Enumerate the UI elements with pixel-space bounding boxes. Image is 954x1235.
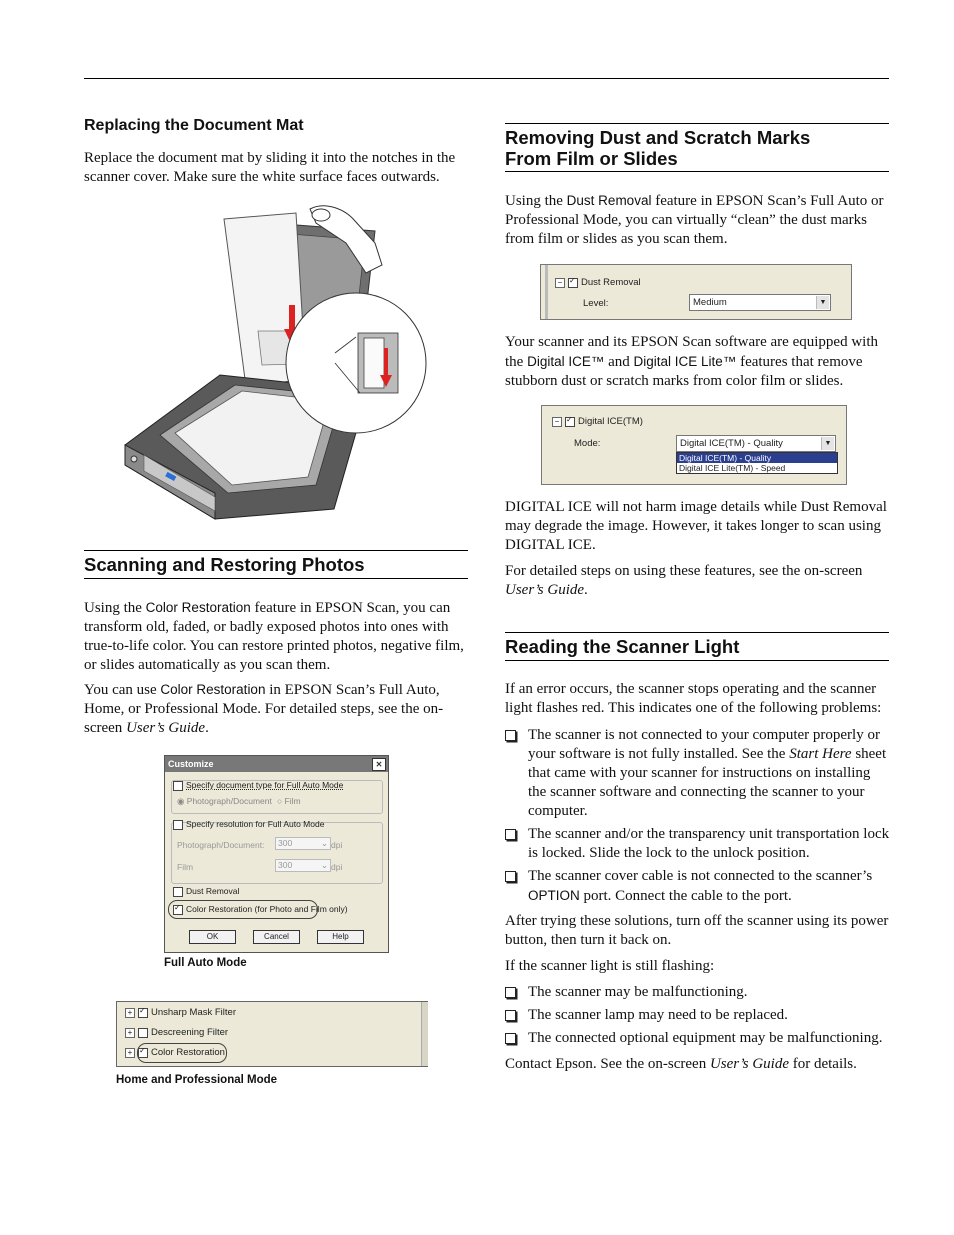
doc-type-checkbox[interactable]: Specify document type for Full Auto Mode — [173, 780, 343, 791]
replacing-heading: Replacing the Document Mat — [84, 117, 304, 134]
scanning-rule-top — [84, 550, 468, 551]
mode-label: Mode: — [574, 438, 601, 449]
checkbox-bullet-icon — [505, 730, 516, 741]
color-restoration-row[interactable]: +✓ Color Restoration — [125, 1047, 225, 1058]
radio-film[interactable]: ○ Film — [277, 796, 301, 806]
level-select[interactable]: Medium ▼ — [689, 294, 831, 311]
full-auto-caption: Full Auto Mode — [164, 957, 247, 969]
checkbox-bullet-icon — [505, 1010, 516, 1021]
mode-select[interactable]: Digital ICE(TM) - Quality ▼ — [676, 435, 836, 452]
expand-icon[interactable]: + — [125, 1048, 135, 1058]
light-rule-top — [505, 632, 889, 633]
descreening-row[interactable]: + Descreening Filter — [125, 1027, 228, 1038]
dust-paragraph-2: Your scanner and its EPSON Scan software are equipped with the Digital ICE™ and Digital ICE Lite™ features that remove stubborn dust or scratch marks from color film or slides. — [505, 334, 878, 389]
film-res-select[interactable]: 300 ⌄ — [275, 859, 331, 872]
dust-rule-bottom — [505, 171, 889, 172]
chevron-down-icon: ▼ — [816, 296, 829, 309]
radio-photograph[interactable]: ◉ Photograph/Document — [177, 796, 272, 806]
light-paragraph-1: If an error occurs, the scanner stops operating and the scanner light flashes red. This indicates one of the following problems: — [505, 681, 882, 716]
home-pro-caption: Home and Professional Mode — [116, 1074, 278, 1086]
dust-removal-checkbox[interactable]: Dust Removal — [173, 886, 239, 897]
chevron-down-icon: ⌄ — [320, 838, 328, 848]
checkbox-bullet-icon — [505, 829, 516, 840]
dust-rule-top — [505, 123, 889, 124]
mode-option-speed[interactable]: Digital ICE Lite(TM) - Speed — [679, 463, 786, 473]
top-rule — [84, 78, 889, 79]
panel-edge — [545, 265, 548, 319]
digital-ice-row[interactable]: −✓ Digital ICE(TM) — [552, 416, 643, 427]
light-rule-bottom — [505, 660, 889, 661]
list-item: The scanner and/or the transparency unit transportation lock is locked. Slide the lock to the unlock position. — [505, 825, 891, 863]
flashing-list — [505, 983, 895, 1052]
list-item: The scanner may be malfunctioning. — [505, 983, 895, 1002]
list-item: The connected optional equipment may be malfunctioning. — [505, 1029, 895, 1048]
expand-icon[interactable]: + — [125, 1008, 135, 1018]
photo-res-label: Photograph/Document: — [177, 840, 265, 850]
level-label: Level: — [583, 298, 609, 309]
list-item: The scanner lamp may need to be replaced. — [505, 1006, 895, 1025]
home-pro-panel — [116, 1001, 428, 1067]
light-paragraph-3: If the scanner light is still flashing: — [505, 958, 715, 974]
dust-paragraph-3: DIGITAL ICE will not harm image details while Dust Removal may degrade the image. However, it takes longer to scan using DIGITAL ICE. — [505, 499, 887, 553]
replacing-paragraph: Replace the document mat by sliding it into the notches in the scanner cover. Make sure the white surface faces outwards. — [84, 150, 456, 185]
light-heading: Reading the Scanner Light — [505, 636, 740, 657]
digital-ice-panel — [541, 405, 847, 485]
light-paragraph-4: Contact Epson. See the on-screen User’s Guide for details. — [505, 1056, 857, 1072]
problems-list — [505, 726, 891, 910]
resolution-checkbox[interactable]: Specify resolution for Full Auto Mode — [173, 819, 324, 830]
light-paragraph-2: After trying these solutions, turn off the scanner using its power button, then turn it back on. — [505, 913, 889, 948]
dust-paragraph-1: Using the Dust Removal feature in EPSON Scan’s Full Auto or Professional Mode, you can virtually “clean” the dust marks from film or slides as you scan them. — [505, 193, 884, 247]
scanner-illustration — [120, 203, 432, 523]
resolution-group — [171, 822, 383, 884]
scanning-paragraph-2: You can use Color Restoration in EPSON Scan’s Full Auto, Home, or Professional Mode. For detailed steps, see the on-screen User’s Guide. — [84, 682, 444, 736]
scanning-paragraph-1: Using the Color Restoration feature in EPSON Scan, you can transform old, faded, or badly exposed photos into ones with true-to-life color. You can restore printed photos, negative film, or slides automatically as you scan them. — [84, 600, 464, 673]
scanning-heading: Scanning and Restoring Photos — [84, 554, 365, 575]
customize-dialog — [164, 755, 389, 953]
ok-button[interactable]: OK — [189, 930, 236, 944]
customize-title: Customize — [168, 759, 214, 769]
checkbox-bullet-icon — [505, 987, 516, 998]
customize-titlebar — [165, 756, 388, 772]
close-icon[interactable]: ✕ — [372, 758, 386, 771]
chevron-down-icon: ⌄ — [320, 860, 328, 870]
scanning-rule-bottom — [84, 578, 468, 579]
film-res-unit: dpi — [331, 862, 343, 872]
photo-res-select[interactable]: 300 ⌄ — [275, 837, 331, 850]
collapse-icon[interactable]: − — [555, 278, 565, 288]
list-item: The scanner cover cable is not connected to the scanner’s OPTION port. Connect the cable to the port. — [505, 867, 891, 906]
checkbox-bullet-icon — [505, 1033, 516, 1044]
dust-paragraph-4: For detailed steps on using these features, see the on-screen User’s Guide. — [505, 563, 863, 598]
dust-removal-panel — [540, 264, 852, 320]
mode-dropdown-list — [676, 452, 838, 474]
checkbox-bullet-icon — [505, 871, 516, 882]
film-res-label: Film — [177, 862, 194, 872]
list-item: The scanner is not connected to your computer properly or your software is not fully installed. See the Start Here sheet that came with your scanner for instructions on installing the scanner software and connecting the scanner to your computer. — [505, 726, 891, 821]
unsharp-mask-row[interactable]: +✓ Unsharp Mask Filter — [125, 1007, 236, 1018]
panel-scrollbar[interactable] — [421, 1002, 428, 1066]
mode-option-quality[interactable]: Digital ICE(TM) - Quality — [677, 453, 837, 463]
help-button[interactable]: Help — [317, 930, 364, 944]
chevron-down-icon: ▼ — [821, 437, 834, 450]
dust-heading: Removing Dust and Scratch Marks From Film or Slides — [505, 127, 811, 169]
collapse-icon[interactable]: − — [552, 417, 562, 427]
cancel-button[interactable]: Cancel — [253, 930, 300, 944]
color-restoration-checkbox[interactable]: ✓Color Restoration (for Photo and Film only) — [173, 904, 348, 915]
photo-res-unit: dpi — [331, 840, 343, 850]
expand-icon[interactable]: + — [125, 1028, 135, 1038]
dust-removal-row[interactable]: −✓ Dust Removal — [555, 277, 641, 288]
